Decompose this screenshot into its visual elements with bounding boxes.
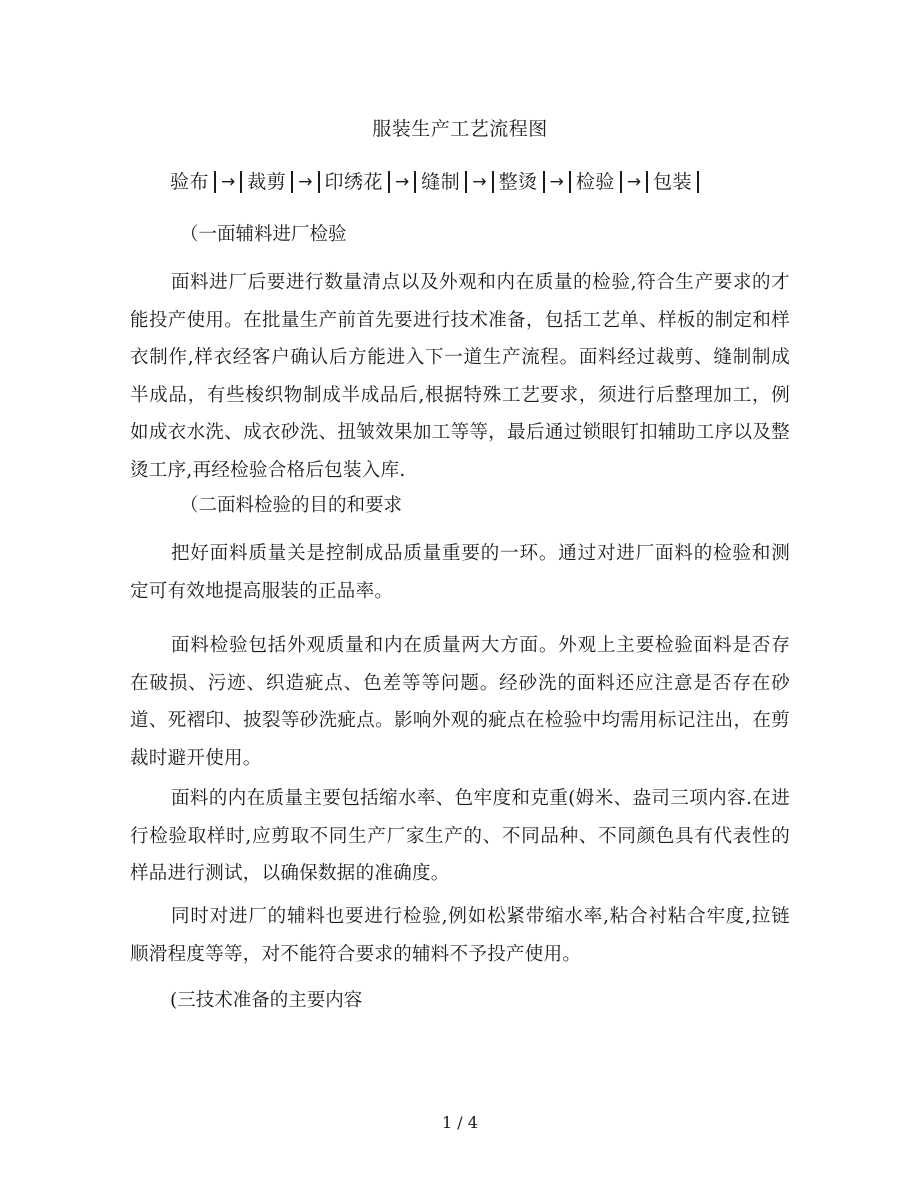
flow-divider <box>414 171 416 193</box>
flow-divider <box>214 171 216 193</box>
flow-step-packaging: 包装 <box>653 171 693 193</box>
paragraph-quality-purpose: 把好面料质量关是控制成品质量重要的一环。通过对进厂面料的检验和测定可有效地提高服装的正品率。 <box>130 543 790 602</box>
flow-divider <box>646 171 648 193</box>
flow-divider <box>492 171 494 193</box>
process-flow-line <box>170 170 704 194</box>
flow-step-inspection: 检验 <box>575 171 615 193</box>
flow-divider <box>465 171 467 193</box>
flow-divider <box>240 171 242 193</box>
arrow-right-icon: → <box>626 172 642 192</box>
document-title: 服装生产工艺流程图 <box>372 118 548 140</box>
paragraph-fabric-intake: 面料进厂后要进行数量清点以及外观和内在质量的检验,符合生产要求的才能投产使用。在批量生产前首先要进行技术准备，包括工艺单、样板的制定和样衣制作,样衣经客户确认后方能进入下一道生产流程。面料经过裁剪、缝制制成半成品，有些梭织物制成半成品后,根据特殊工艺要求，须进行后整理加工，例如成衣水洗、成衣砂洗、扭皱效果加工等等，最后通过锁眼钉扣辅助工序以及整烫工序,再经检验合格后包装入库. <box>130 272 790 481</box>
section-heading-2: （二面料检验的目的和要求 <box>180 495 403 516</box>
flow-divider <box>569 171 571 193</box>
arrow-right-icon: → <box>395 172 410 192</box>
section-heading-3: (三技术准备的主要内容 <box>170 990 363 1011</box>
paragraph-internal-quality: 面料的内在质量主要包括缩水率、色牢度和克重(姆米、盎司三项内容.在进行检验取样时,应剪取不同生产厂家生产的、不同品种、不同颜色具有代表性的样品进行测试，以确保数据的准确度。 <box>130 788 790 884</box>
flow-step-cutting: 裁剪 <box>247 171 287 193</box>
paragraph-accessory-inspection: 同时对进厂的辅料也要进行检验,例如松紧带缩水率,粘合衬粘合牢度,拉链顺滑程度等等，对不能符合要求的辅料不予投产使用。 <box>130 906 790 965</box>
arrow-right-icon: → <box>298 172 313 192</box>
flow-step-sewing: 缝制 <box>421 171 461 193</box>
flow-divider <box>318 171 320 193</box>
flow-divider <box>697 171 699 193</box>
flow-divider <box>388 171 390 193</box>
paragraph-appearance-inspection: 面料检验包括外观质量和内在质量两大方面。外观上主要检验面料是否存在破损、污迹、织造疵点、色差等等问题。经砂洗的面料还应注意是否存在砂道、死褶印、披裂等砂洗疵点。影响外观的疵点在检验中均需用标记注出，在剪裁时避开使用。 <box>130 635 790 769</box>
flow-step-ironing: 整烫 <box>498 171 538 193</box>
flow-step-inspect-fabric: 验布 <box>170 171 210 193</box>
arrow-right-icon: → <box>549 172 564 192</box>
flow-divider <box>543 171 545 193</box>
arrow-right-icon: → <box>221 172 236 192</box>
arrow-right-icon: → <box>472 172 487 192</box>
page-indicator: 1 / 4 <box>442 1113 478 1132</box>
flow-divider <box>620 171 622 193</box>
flow-step-printing-embroidery: 印绣花 <box>324 171 384 193</box>
flow-divider <box>291 171 293 193</box>
section-heading-1: （一面辅料进厂检验 <box>180 224 347 245</box>
